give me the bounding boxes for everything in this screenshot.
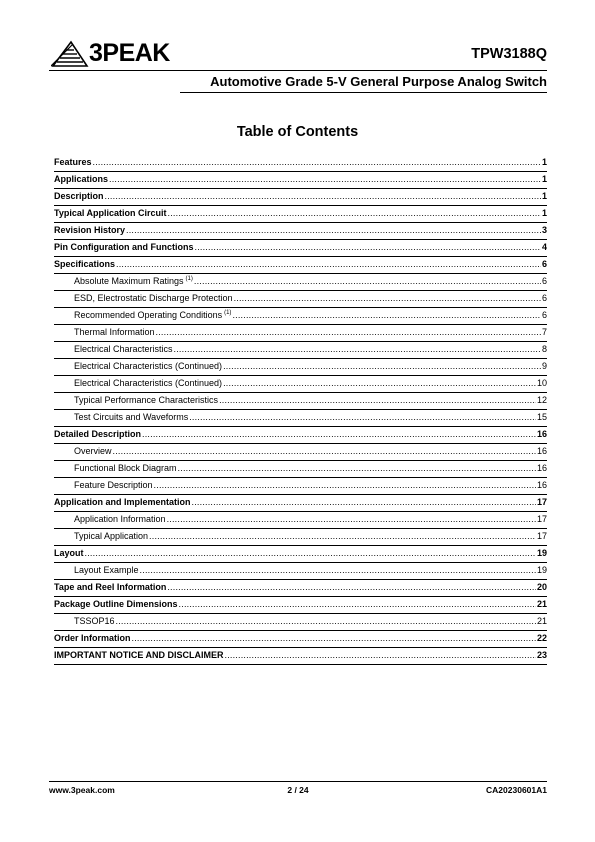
toc-page-number: 16	[536, 429, 547, 439]
toc-entry-text: Recommended Operating Conditions	[74, 310, 223, 320]
company-logo	[51, 38, 191, 68]
toc-title: Table of Contents	[236, 124, 359, 140]
dot-leader	[132, 632, 536, 644]
toc-entry-label	[54, 156, 92, 168]
toc-entry-label	[74, 343, 173, 355]
toc-entry-label	[74, 411, 188, 423]
toc-entry[interactable]	[54, 155, 547, 172]
toc-page-number: 16	[536, 463, 547, 473]
toc-subentry[interactable]	[54, 308, 547, 325]
dot-leader	[93, 156, 541, 168]
toc-entry-label	[54, 496, 191, 508]
toc-entry-label	[74, 615, 115, 627]
toc-entry[interactable]	[54, 206, 547, 223]
footer-page-indicator: 2 / 24	[287, 785, 309, 795]
dot-leader	[168, 207, 541, 219]
toc-entry-label	[54, 207, 167, 219]
toc-entry[interactable]	[54, 240, 547, 257]
footnote-marker: (1)	[224, 310, 232, 316]
toc-entry-text: Package Outline Dimensions	[54, 599, 178, 609]
toc-entry-text: Application Information	[74, 514, 166, 524]
toc-subentry[interactable]	[54, 274, 547, 291]
toc-entry-text: Pin Configuration and Functions	[54, 242, 194, 252]
dot-leader	[189, 411, 536, 423]
toc-entry-label	[54, 224, 125, 236]
toc-page-number: 23	[536, 650, 547, 660]
toc-entry-text: TSSOP16	[74, 616, 115, 626]
dot-leader	[142, 428, 536, 440]
toc-entry[interactable]	[54, 495, 547, 512]
mountain-logo-icon	[51, 38, 89, 68]
dot-leader	[167, 581, 536, 593]
dot-leader	[234, 292, 541, 304]
toc-page-number: 17	[536, 531, 547, 541]
dot-leader	[105, 190, 541, 202]
toc-entry-label	[74, 292, 233, 304]
dot-leader	[223, 360, 541, 372]
dot-leader	[116, 258, 541, 270]
footer-website-link[interactable]: www.3peak.com	[49, 785, 115, 795]
toc-page-number: 9	[541, 361, 547, 371]
toc-entry-label	[74, 309, 231, 321]
dot-leader	[140, 564, 536, 576]
dot-leader	[225, 649, 536, 661]
toc-page-number: 6	[541, 310, 547, 320]
toc-entry-text: Typical Application Circuit	[54, 208, 167, 218]
toc-subentry[interactable]	[54, 512, 547, 529]
toc-entry-label	[54, 241, 194, 253]
toc-entry[interactable]	[54, 648, 547, 665]
toc-page-number: 1	[541, 174, 547, 184]
toc-page-number: 6	[541, 293, 547, 303]
toc-page-number: 15	[536, 412, 547, 422]
toc-subentry[interactable]	[54, 325, 547, 342]
toc-entry-label	[74, 445, 112, 457]
dot-leader	[195, 241, 541, 253]
toc-entry-label	[74, 462, 177, 474]
toc-page-number: 22	[536, 633, 547, 643]
header-divider	[49, 70, 547, 71]
toc-subentry[interactable]	[54, 410, 547, 427]
toc-entry[interactable]	[54, 597, 547, 614]
dot-leader	[219, 394, 536, 406]
toc-page-number: 21	[536, 616, 547, 626]
toc-entry-label	[54, 649, 224, 661]
dot-leader	[192, 496, 536, 508]
toc-entry[interactable]	[54, 189, 547, 206]
toc-subentry[interactable]	[54, 359, 547, 376]
toc-entry-label	[54, 258, 115, 270]
toc-entry[interactable]	[54, 172, 547, 189]
toc-entry-label	[74, 513, 166, 525]
toc-entry[interactable]	[54, 631, 547, 648]
toc-entry[interactable]	[54, 223, 547, 240]
dot-leader	[149, 530, 536, 542]
toc-subentry[interactable]	[54, 461, 547, 478]
toc-page-number: 16	[536, 446, 547, 456]
toc-page-number: 17	[536, 514, 547, 524]
dot-leader	[154, 479, 536, 491]
toc-subentry[interactable]	[54, 478, 547, 495]
dot-leader	[178, 462, 536, 474]
toc-entry-text: Test Circuits and Waveforms	[74, 412, 189, 422]
toc-entry-text: Application and Implementation	[54, 497, 191, 507]
toc-entry-text: Tape and Reel Information	[54, 582, 167, 592]
toc-entry-text: Specifications	[54, 259, 116, 269]
toc-page-number: 1	[541, 208, 547, 218]
toc-entry[interactable]	[54, 546, 547, 563]
toc-page-number: 10	[536, 378, 547, 388]
toc-page-number: 12	[536, 395, 547, 405]
toc-entry[interactable]	[54, 257, 547, 274]
toc-page-number: 8	[541, 344, 547, 354]
toc-entry[interactable]	[54, 580, 547, 597]
toc-page-number: 4	[541, 242, 547, 252]
toc-page-number: 1	[541, 191, 547, 201]
dot-leader	[109, 173, 541, 185]
part-number: TPW3188Q	[471, 46, 547, 62]
document-subtitle: Automotive Grade 5-V General Purpose Analog Switch	[210, 74, 547, 89]
toc-subentry[interactable]	[54, 444, 547, 461]
dot-leader	[223, 377, 536, 389]
toc-entry-label	[54, 581, 166, 593]
toc-entry-label	[74, 394, 218, 406]
dot-leader	[156, 326, 541, 338]
toc-entry-text: IMPORTANT NOTICE AND DISCLAIMER	[54, 650, 224, 660]
toc-entry-label	[54, 547, 84, 559]
toc-entry-label	[74, 275, 193, 287]
toc-entry-text: Applications	[54, 174, 109, 184]
dot-leader	[126, 224, 541, 236]
toc-entry-text: Thermal Information	[74, 327, 155, 337]
dot-leader	[113, 445, 536, 457]
toc-page-number: 19	[536, 565, 547, 575]
toc-entry-text: Detailed Description	[54, 429, 142, 439]
toc-entry-label	[74, 377, 222, 389]
dot-leader	[116, 615, 536, 627]
subtitle-underline	[180, 92, 547, 93]
toc-subentry[interactable]	[54, 393, 547, 410]
toc-entry-label	[74, 564, 139, 576]
toc-entry-label	[54, 190, 104, 202]
dot-leader	[174, 343, 541, 355]
toc-subentry[interactable]	[54, 563, 547, 580]
toc-page-number: 20	[536, 582, 547, 592]
toc-page-number: 6	[541, 259, 547, 269]
dot-leader	[85, 547, 536, 559]
toc-entry-label	[54, 428, 141, 440]
toc-entry-text: Feature Description	[74, 480, 153, 490]
toc-page-number: 1	[541, 157, 547, 167]
toc-entry-text: Electrical Characteristics (Continued)	[74, 361, 223, 371]
toc-entry-label	[54, 173, 108, 185]
toc-entry-text: Functional Block Diagram	[74, 463, 177, 473]
toc-entry-text: Layout	[54, 548, 84, 558]
toc-subentry[interactable]	[54, 529, 547, 546]
toc-entry-text: Features	[54, 157, 92, 167]
toc-entry-text: Typical Performance Characteristics	[74, 395, 219, 405]
toc-entry-label	[74, 530, 148, 542]
toc-entry[interactable]	[54, 427, 547, 444]
toc-entry-text: Order Information	[54, 633, 131, 643]
toc-page-number: 3	[541, 225, 547, 235]
toc-entry-text: Overview	[74, 446, 112, 456]
toc-page-number: 21	[536, 599, 547, 609]
dot-leader	[179, 598, 536, 610]
toc-entry-text: Layout Example	[74, 565, 139, 575]
toc-subentry[interactable]	[54, 614, 547, 631]
footer-divider	[49, 781, 547, 782]
toc-page-number: 17	[536, 497, 547, 507]
dot-leader	[194, 275, 541, 287]
footnote-marker: (1)	[185, 276, 193, 282]
toc-entry-label	[74, 479, 153, 491]
toc-page-number: 19	[536, 548, 547, 558]
toc-entry-label	[74, 326, 155, 338]
toc-entry-label	[54, 632, 131, 644]
toc-entry-text: Description	[54, 191, 104, 201]
page-header	[49, 36, 547, 94]
dot-leader	[232, 309, 541, 321]
toc-entry-text: Typical Application	[74, 531, 149, 541]
toc-subentry[interactable]	[54, 342, 547, 359]
toc-entry-text: Electrical Characteristics (Continued)	[74, 378, 223, 388]
footer-doc-code: CA20230601A1	[486, 785, 547, 795]
toc-page-number: 7	[541, 327, 547, 337]
toc-entry-label	[74, 360, 222, 372]
toc-page-number: 6	[541, 276, 547, 286]
toc-subentry[interactable]	[54, 376, 547, 393]
toc-entry-text: Absolute Maximum Ratings	[74, 276, 184, 286]
dot-leader	[167, 513, 536, 525]
toc-subentry[interactable]	[54, 291, 547, 308]
toc-entry-label	[54, 598, 178, 610]
table-of-contents	[54, 155, 547, 665]
toc-entry-text: Electrical Characteristics	[74, 344, 173, 354]
toc-entry-text: ESD, Electrostatic Discharge Protection	[74, 293, 233, 303]
toc-page-number: 16	[536, 480, 547, 490]
logo-text: 3PEAK	[89, 39, 170, 67]
toc-entry-text: Revision History	[54, 225, 126, 235]
